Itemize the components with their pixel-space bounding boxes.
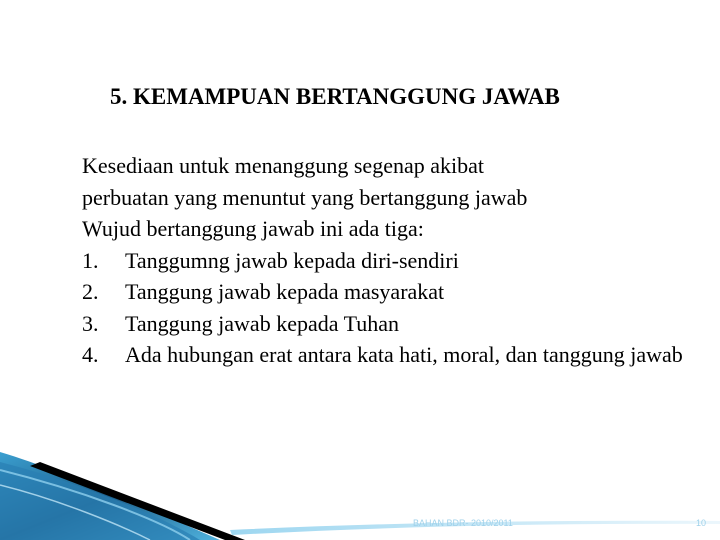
slide-title: 5. KEMAMPUAN BERTANGGUNG JAWAB [110, 84, 560, 109]
list-number: 4. [82, 342, 99, 367]
list-text: Ada hubungan erat antara kata hati, moral, dan tanggung jawab [125, 342, 683, 367]
body-line: Kesediaan untuk menanggung segenap akibat [82, 153, 484, 178]
list-number: 1. [82, 247, 99, 273]
list-text: Tanggumng jawab kepada diri-sendiri [125, 247, 459, 273]
list-number: 3. [82, 310, 99, 336]
body-line: perbuatan yang menuntut yang bertanggung jawab [82, 184, 528, 210]
list-item [82, 308, 702, 340]
responsibility-list [82, 245, 702, 371]
list-text: Tanggung jawab kepada Tuhan [125, 310, 400, 336]
list-item [82, 276, 702, 308]
list-item [82, 339, 702, 371]
list-number: 2. [82, 279, 99, 304]
body-line: Wujud bertanggung jawab ini ada tiga: [82, 216, 424, 241]
list-item [82, 245, 702, 277]
page-number: 10 [695, 518, 706, 528]
list-text: Tanggung jawab kepada masyarakat [125, 279, 445, 304]
slide-body [82, 150, 702, 371]
footer-text: BAHAN BDR- 2010/2011 [413, 518, 513, 528]
